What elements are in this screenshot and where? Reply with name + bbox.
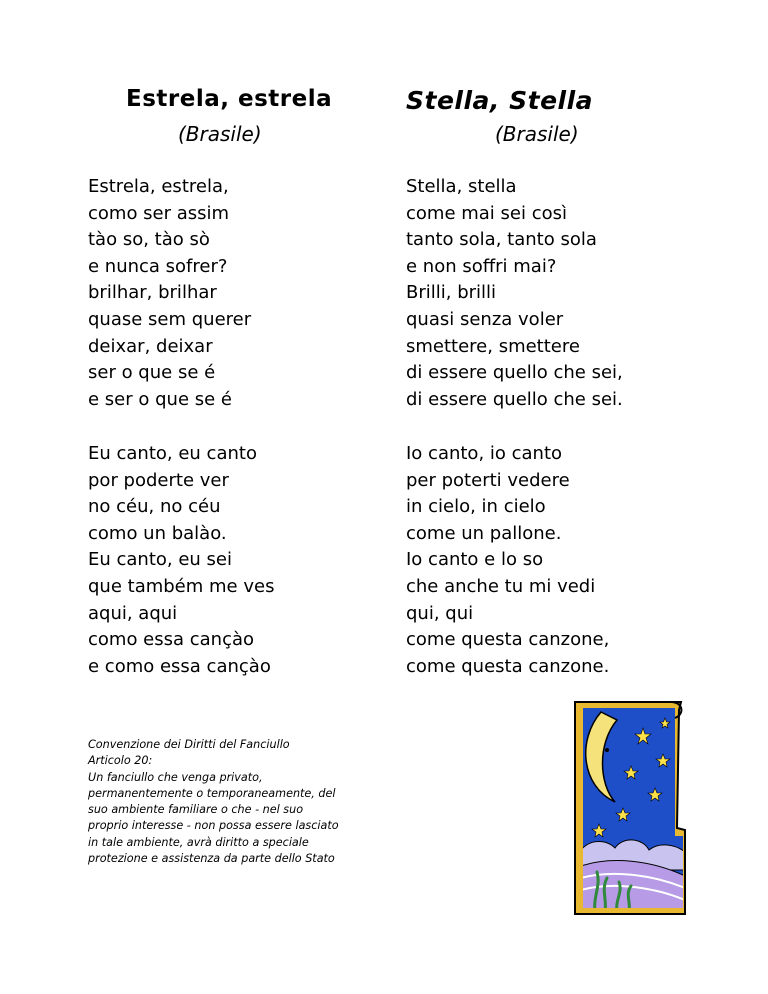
verse-line: quasi senza voler [406, 308, 564, 330]
left-poem-subtitle: (Brasile) [178, 122, 262, 146]
convention-line: Articolo 20: [88, 754, 153, 768]
verse-line: aqui, aqui [88, 602, 178, 624]
right-stanza-1 [406, 174, 623, 413]
verse-line: que também me ves [88, 575, 275, 597]
left-poem-title: Estrela, estrela [126, 86, 333, 112]
verse-line: Estrela, estrela, [88, 176, 229, 197]
verse-line: in cielo, in cielo [406, 496, 546, 518]
verse-line: tanto sola, tanto sola [406, 229, 597, 251]
verse-line: come questa canzone, [406, 629, 610, 651]
verse-line: come mai sei così [406, 202, 567, 224]
verse-line: Io canto, io canto [406, 443, 563, 464]
verse-line: no céu, no céu [88, 496, 221, 518]
verse-line: por poderte ver [88, 469, 229, 491]
verse-line: ser o que se é [88, 362, 216, 384]
verse-line: che anche tu mi vedi [406, 575, 596, 597]
verse-line: come un pallone. [406, 522, 562, 544]
convention-line: in tale ambiente, avrà diritto a speciale [88, 835, 309, 849]
convention-line: proprio interesse - non possa essere lasciato [88, 819, 339, 833]
right-poem-title: Stella, Stella [406, 86, 594, 115]
verse-line: e non soffri mai? [406, 255, 557, 277]
verse-line: di essere quello che sei, [406, 362, 623, 384]
verse-line: Stella, stella [406, 176, 517, 197]
verse-line: Eu canto, eu sei [88, 549, 233, 571]
verse-line: e como essa cançào [88, 655, 271, 677]
verse-line: e nunca sofrer? [88, 255, 228, 277]
convention-note [88, 737, 378, 867]
verse-line: smettere, smettere [406, 335, 580, 357]
verse-line: e ser o que se é [88, 388, 232, 410]
right-poem-subtitle: (Brasile) [495, 122, 579, 146]
convention-line: permanentemente o temporaneamente, del [88, 786, 336, 800]
convention-line: Convenzione dei Diritti del Fanciullo [88, 738, 290, 751]
verse-line: como ser assim [88, 202, 230, 224]
verse-line: como essa cançào [88, 629, 255, 651]
verse-line: deixar, deixar [88, 335, 213, 357]
right-stanza-2 [406, 441, 609, 680]
convention-line: suo ambiente familiare o che - nel suo [88, 803, 304, 817]
verse-line: como un balào. [88, 522, 227, 544]
verse-line: quase sem querer [88, 308, 252, 330]
verse-line: per poterti vedere [406, 469, 570, 491]
verse-line: come questa canzone. [406, 655, 610, 677]
convention-line: Un fanciullo che venga privato, [88, 770, 263, 784]
convention-line: protezione e assistenza da parte dello Stato [88, 852, 335, 866]
left-stanza-2 [88, 441, 274, 680]
verse-line: Brilli, brilli [406, 282, 497, 304]
verse-line: qui, qui [406, 602, 474, 624]
left-stanza-1 [88, 174, 251, 413]
verse-line: di essere quello che sei. [406, 388, 623, 410]
moon-stars-letter-l-icon [571, 700, 687, 916]
verse-line: Io canto e lo so [406, 549, 544, 571]
verse-line: brilhar, brilhar [88, 282, 217, 304]
verse-line: Eu canto, eu canto [88, 443, 257, 464]
verse-line: tào so, tào sò [88, 229, 210, 251]
